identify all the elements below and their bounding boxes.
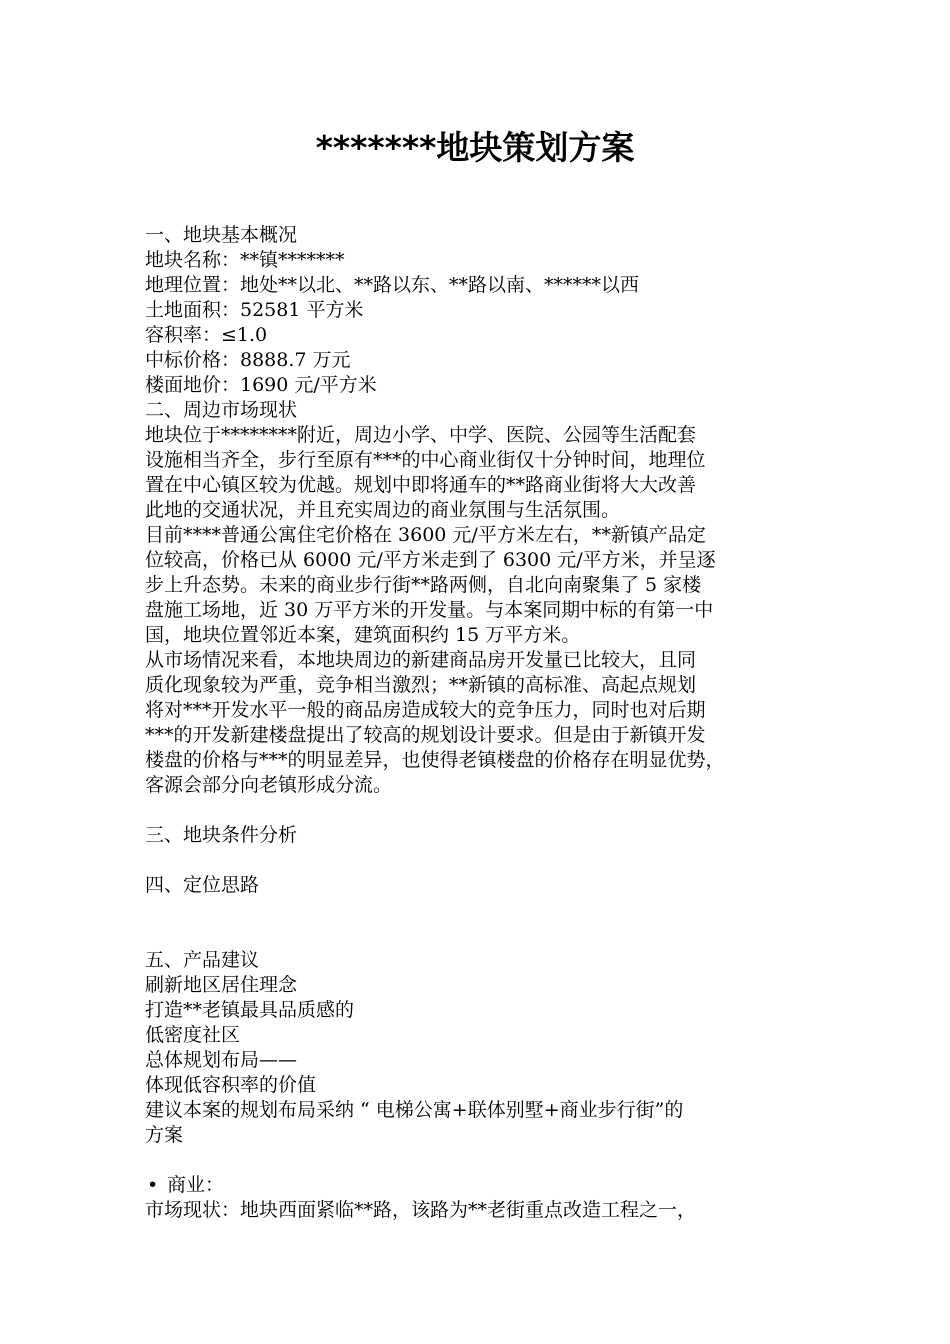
document-body: [145, 223, 825, 1223]
product-line: 总体规划布局——: [145, 1049, 298, 1071]
market-paragraph-line: 质化现象较为严重，竞争相当激烈；**新镇的高标准、高起点规划: [145, 674, 697, 696]
section-heading-overview: 一、地块基本概况: [145, 224, 298, 246]
market-paragraph-line: 置在中心镇区较为优越。规划中即将通车的**路商业街将大大改善: [145, 474, 697, 496]
product-line: 体现低容积率的价值: [145, 1074, 317, 1096]
market-paragraph-line: 从市场情况来看，本地块周边的新建商品房开发量已比较大，且同: [145, 649, 697, 671]
floor-price-line: 楼面地价：1690 元/平方米: [145, 374, 377, 396]
market-paragraph-line: 步上升态势。未来的商业步行街**路两侧，自北向南聚集了 5 家楼: [145, 574, 702, 596]
product-line: 刷新地区居住理念: [145, 974, 298, 996]
bullet-label: 商业：: [167, 1174, 225, 1196]
document-title: *******地块策划方案: [315, 128, 635, 167]
market-paragraph-line: ***的开发新建楼盘提出了较高的规划设计要求。但是由于新镇开发: [145, 724, 706, 746]
commerce-status-line: 市场现状：地块西面紧临**路，该路为**老街重点改造工程之一，: [145, 1199, 697, 1221]
spacer: [145, 848, 825, 873]
section-heading-conditions: 三、地块条件分析: [145, 824, 298, 846]
land-area-line: 土地面积：52581 平方米: [145, 299, 364, 321]
product-line: 建议本案的规划布局采纳 “ 电梯公寓+联体别墅+商业步行街”的: [145, 1099, 684, 1121]
plot-ratio-line: 容积率：≤1.0: [145, 324, 268, 346]
market-paragraph-line: 盘施工场地，近 30 万平方米的开发量。与本案同期中标的有第一中: [145, 599, 714, 621]
bullet-item-commerce: [145, 1173, 825, 1198]
section-heading-product: 五、产品建议: [145, 949, 260, 971]
market-paragraph-line: 将对***开发水平一般的商品房造成较大的竞争压力，同时也对后期: [145, 699, 706, 721]
spacer: [145, 898, 825, 948]
market-paragraph-line: 目前****普通公寓住宅价格在 3600 元/平方米左右，**新镇产品定: [145, 524, 706, 546]
bullet-icon: •: [147, 1174, 159, 1196]
market-paragraph-line: 此地的交通状况，并且充实周边的商业氛围与生活氛围。: [145, 499, 621, 521]
product-line: 低密度社区: [145, 1024, 241, 1046]
product-line: 方案: [145, 1124, 184, 1146]
product-line: 打造**老镇最具品质感的: [145, 999, 355, 1021]
location-line: 地理位置：地处**以北、**路以东、**路以南、******以西: [145, 274, 640, 296]
spacer: [145, 798, 825, 823]
plot-name-line: 地块名称：**镇*******: [145, 249, 345, 271]
section-heading-positioning: 四、定位思路: [145, 874, 260, 896]
market-paragraph-line: 设施相当齐全，步行至原有***的中心商业街仅十分钟时间，地理位: [145, 449, 706, 471]
market-paragraph-line: 客源会部分向老镇形成分流。: [145, 774, 393, 796]
market-paragraph-line: 楼盘的价格与***的明显差异，也使得老镇楼盘的价格存在明显优势，: [145, 749, 725, 771]
section-heading-market: 二、周边市场现状: [145, 399, 298, 421]
bid-price-line: 中标价格：8888.7 万元: [145, 349, 351, 371]
market-paragraph-line: 位较高，价格已从 6000 元/平方米走到了 6300 元/平方米，并呈逐: [145, 549, 716, 571]
spacer: [145, 1148, 825, 1173]
market-paragraph-line: 地块位于********附近，周边小学、中学、医院、公园等生活配套: [145, 424, 697, 446]
market-paragraph-line: 国，地块位置邻近本案，建筑面积约 15 万平方米。: [145, 624, 581, 646]
